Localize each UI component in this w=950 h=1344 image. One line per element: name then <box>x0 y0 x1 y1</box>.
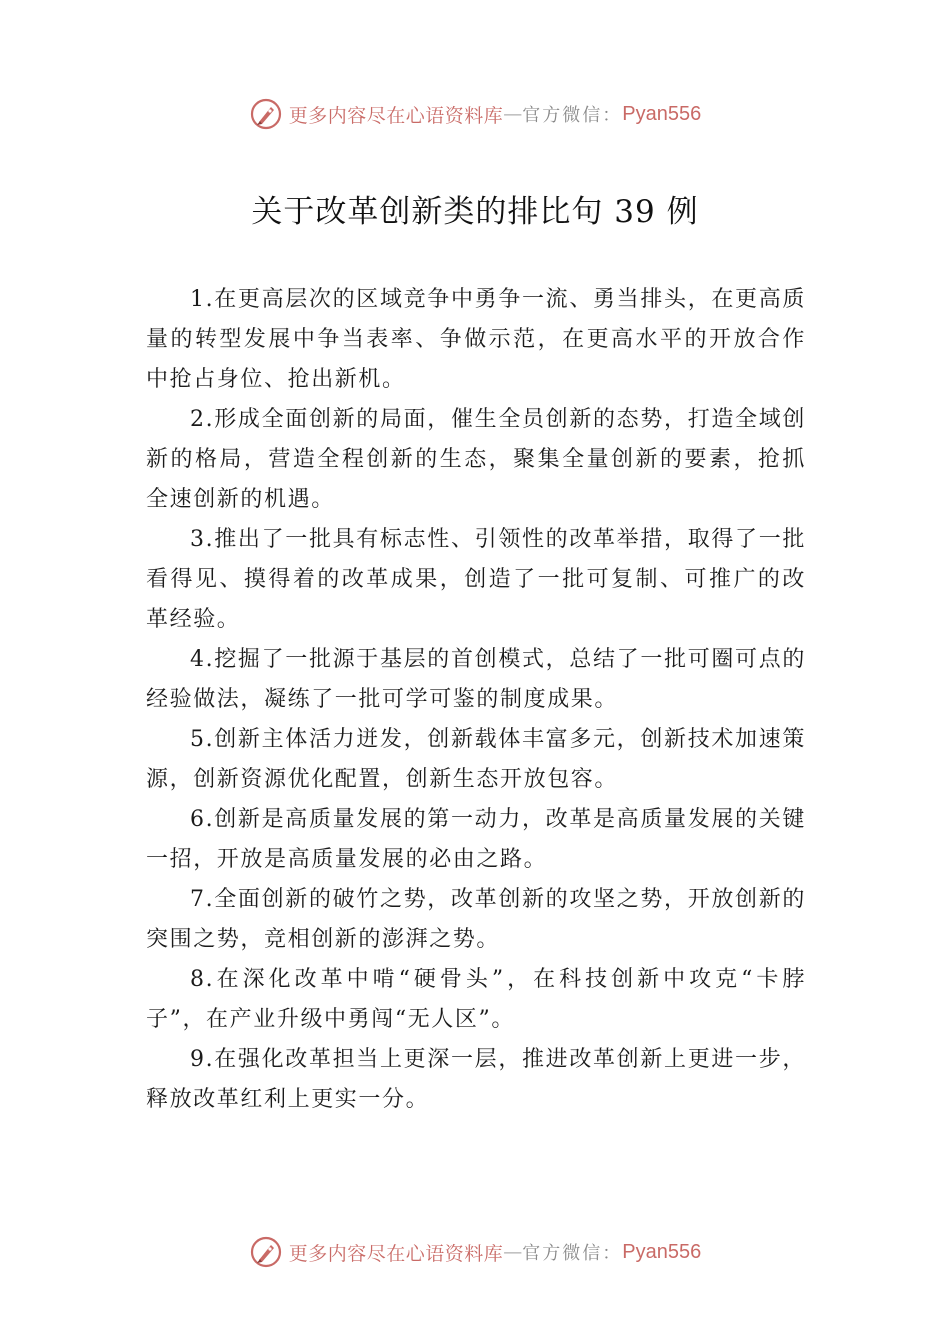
banner-separator: — <box>503 1241 523 1263</box>
footer-banner <box>0 1230 950 1274</box>
paragraph-5: 5.创新主体活力迸发，创新载体丰富多元，创新技术加速策源，创新资源优化配置，创新生态开放包容。 <box>146 727 806 792</box>
paragraph-2: 2.形成全面创新的局面，催生全员创新的态势，打造全域创新的格局，营造全程创新的生态，聚集全量创新的要素，抢抓全速创新的机遇。 <box>146 407 806 512</box>
paragraph-1: 1.在更高层次的区域竞争中勇争一流、勇当排头，在更高质量的转型发展中争当表率、争做示范，在更高水平的开放合作中抢占身位、抢出新机。 <box>146 287 806 392</box>
wechat-label: 官方微信： <box>522 105 623 126</box>
banner-separator: — <box>503 103 523 125</box>
wechat-label: 官方微信： <box>522 1243 623 1264</box>
brand-text: 更多内容尽在心语资料库 <box>288 104 504 127</box>
wechat-id: Pyan556 <box>622 102 702 125</box>
paragraph-9: 9.在强化改革担当上更深一层，推进改革创新上更进一步，释放改革红利上更实一分。 <box>146 1047 806 1112</box>
pen-nib-logo-icon <box>249 97 283 131</box>
paragraph-3: 3.推出了一批具有标志性、引领性的改革举措，取得了一批看得见、摸得着的改革成果，创造了一批可复制、可推广的改革经验。 <box>146 527 806 632</box>
document-body <box>146 280 806 1120</box>
paragraph-6: 6.创新是高质量发展的第一动力，改革是高质量发展的关键一招，开放是高质量发展的必由之路。 <box>146 807 806 872</box>
brand-text: 更多内容尽在心语资料库 <box>288 1242 504 1265</box>
paragraph-4: 4.挖掘了一批源于基层的首创模式，总结了一批可圈可点的经验做法，凝练了一批可学可鉴的制度成果。 <box>146 647 806 712</box>
paragraph-8: 8.在深化改革中啃“硬骨头”，在科技创新中攻克“卡脖子”，在产业升级中勇闯“无人区”。 <box>146 967 806 1032</box>
pen-nib-logo-icon <box>249 1235 283 1269</box>
header-banner <box>0 92 950 136</box>
paragraph-7: 7.全面创新的破竹之势，改革创新的攻坚之势，开放创新的突围之势，竞相创新的澎湃之势。 <box>146 887 806 952</box>
document-title: 关于改革创新类的排比句 39 例 <box>251 194 699 230</box>
wechat-id: Pyan556 <box>622 1240 702 1263</box>
